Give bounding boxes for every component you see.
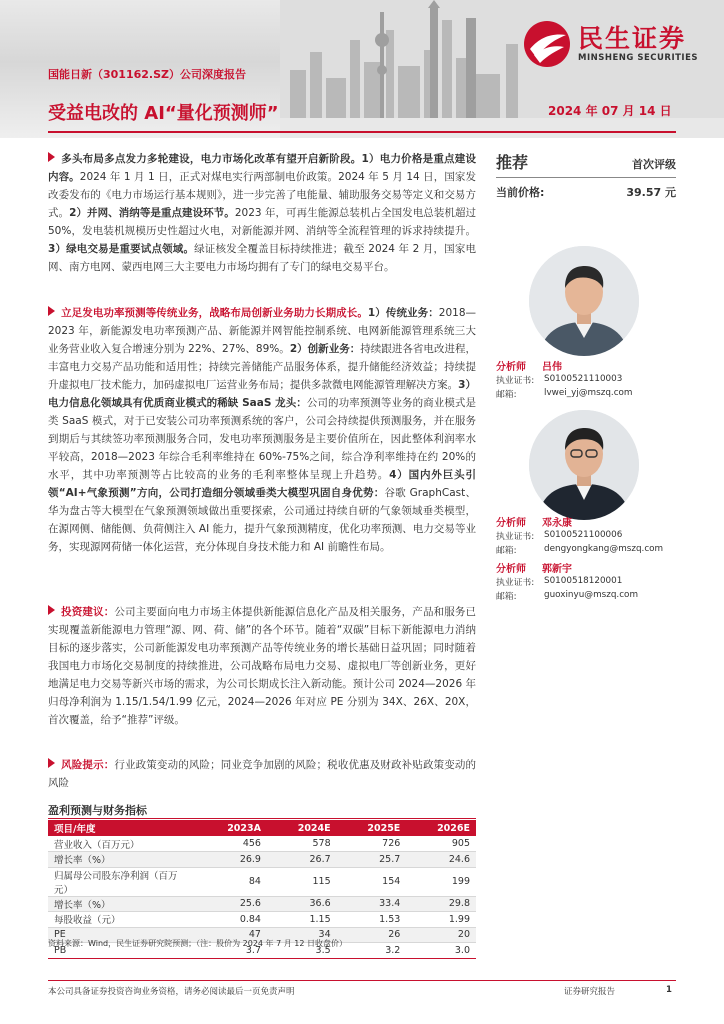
company-logo xyxy=(522,18,712,70)
bullet-text: 绿证核发全覆盖目标持续推进；截至 2024 年 2 月，国家电网、南方电网、蒙西电网三大主要电力市场均拥有了专门的绿电交易平台。 xyxy=(48,243,476,273)
table-cell: 25.6 xyxy=(196,896,267,912)
table-cell: 1.99 xyxy=(406,912,476,928)
table-cell: 578 xyxy=(267,836,337,852)
table-cell: 26.7 xyxy=(267,852,337,868)
table-header-row xyxy=(48,820,476,836)
bullet-heading: 投资建议： xyxy=(61,606,115,618)
analyst-role: 分析师 xyxy=(496,563,526,575)
table-cell: 905 xyxy=(406,836,476,852)
current-price: 39.57 元 xyxy=(626,186,676,199)
table-cell: 20 xyxy=(406,927,476,943)
cert-number: S0100521110003 xyxy=(544,374,623,384)
logo-english-name: MINSHENG SECURITIES xyxy=(578,53,698,63)
analyst-role: 分析师 xyxy=(496,361,526,373)
table-cell: 24.6 xyxy=(406,852,476,868)
table-cell: 115 xyxy=(267,867,337,896)
logo-chinese-name: 民生证券 xyxy=(578,24,687,53)
table-cell: 1.15 xyxy=(267,912,337,928)
table-source-note: 资料来源：Wind，民生证券研究院预测；（注：股价为 2024 年 7 月 12 日收盘价） xyxy=(48,939,347,948)
cert-number: S0100518120001 xyxy=(544,576,623,586)
bullet-subheading: 1）传统业务： xyxy=(367,307,439,319)
table-cell: 33.4 xyxy=(337,896,407,912)
email-label: 邮箱: xyxy=(496,545,517,556)
page-number: 1 xyxy=(666,985,672,995)
table-header-cell: 2025E xyxy=(337,820,407,836)
analyst-photo xyxy=(529,410,639,520)
table-cell: 营业收入（百万元） xyxy=(48,836,196,852)
bullet-subheading: 2）并网、消纳等是重点建设环节。 xyxy=(69,207,235,219)
table-title: 盈利预测与财务指标 xyxy=(48,804,147,817)
bullet-heading: 多头布局多点发力多轮建设，电力市场化改革有望开启新阶段。 xyxy=(61,153,362,165)
bullet-text: 2018—2023 年，新能源发电功率预测产品、新能源并网智能控制系统、电网新能源管理系统三大业务营业收入复合增速分别为 22%、27%、89%。 xyxy=(48,307,477,355)
minsheng-logo-icon xyxy=(522,19,572,69)
analyst-email[interactable]: guoxinyu@mszq.com xyxy=(544,590,639,600)
bullet-subheading: 2）创新业务： xyxy=(289,343,361,355)
analyst-email[interactable]: dengyongkang@mszq.com xyxy=(544,544,664,554)
triangle-bullet-icon xyxy=(48,758,55,768)
price-label: 当前价格: xyxy=(496,186,545,199)
table-row xyxy=(48,867,476,896)
table-cell: 增长率（%） xyxy=(48,896,196,912)
email-label: 邮箱: xyxy=(496,591,517,602)
rating-type: 首次评级 xyxy=(632,158,676,171)
analyst-name: 吕伟 xyxy=(542,361,562,373)
bullet-subheading: 3）电力信息化领域具有优质商业模式的稀缺 SaaS 龙头： xyxy=(48,379,476,409)
bullet-paragraph xyxy=(48,150,476,276)
bullet-heading: 立足发电功率预测等传统业务，战略布局创新业务助力长期成长。 xyxy=(61,307,368,319)
table-cell: 归属母公司股东净利润（百万元） xyxy=(48,867,196,896)
rating-divider xyxy=(496,177,676,178)
table-cell: 0.84 xyxy=(196,912,267,928)
bullet-subheading: 4）国内外巨头引领“AI+气象预测”方向，公司打造细分领域垂类大模型巩固自身优势： xyxy=(48,469,477,499)
analyst-card xyxy=(496,358,686,400)
table-cell: 84 xyxy=(196,867,267,896)
triangle-bullet-icon xyxy=(48,605,55,615)
table-cell: 36.6 xyxy=(267,896,337,912)
table-cell: 26.9 xyxy=(196,852,267,868)
bullet-paragraph xyxy=(48,756,476,792)
cert-label: 执业证书: xyxy=(496,531,535,542)
table-cell: 增长率（%） xyxy=(48,852,196,868)
analyst-name: 郭新宇 xyxy=(542,563,572,575)
bullet-text: 2023 年，可再生能源总装机占全国发电总装机超过 50%，发电装机规模历史性超过火电，对新能源并网、消纳等全流程管理的诉求持续提升。 xyxy=(48,207,477,237)
bullet-text: 公司主要面向电力市场主体提供新能源信息化产品及相关服务，产品和服务已实现覆盖新能源电力管理“源、网、荷、储”的各个环节。随着“双碳”目标下新能源电力消纳目标的逐步落实，公司新能源发电功率预测产品等传统业务的增长基础日益巩固；同时随着我国电力市场化交易制度的持续推进，公司战略布局电力交易、虚拟电厂等创新业务，更好地满足电力交易等新兴市场的需求，为公司长期成长注入新动能。预计公司 2024—2026 年归母净利润为 1.15/1.54/1.99 亿元，2024—2026 年对应 PE 分别为 34X、26X、20X，首次覆盖，给予“推荐”评级。 xyxy=(48,606,477,726)
report-date: 2024 年 07 月 14 日 xyxy=(548,104,672,118)
table-cell: 34 xyxy=(267,927,337,943)
table-row xyxy=(48,912,476,928)
cert-number: S0100521100006 xyxy=(544,530,623,540)
cert-label: 执业证书: xyxy=(496,375,535,386)
table-header-cell: 2024E xyxy=(267,820,337,836)
footer-disclaimer: 本公司具备证券投资咨询业务资格，请务必阅读最后一页免责声明 xyxy=(48,987,295,997)
analyst-role: 分析师 xyxy=(496,517,526,529)
footer-report-type: 证券研究报告 xyxy=(564,987,616,997)
rating-panel xyxy=(496,150,676,200)
report-title: 受益电改的 AI“量化预测师” xyxy=(48,103,279,124)
rating-label: 推荐 xyxy=(496,153,529,172)
bullet-text: 谷歌 GraphCast、华为盘古等大模型在气象预测领域做出重要探索，公司通过持续自研的气象领域垂类模型，在源网侧、储能侧、负荷侧注入 AI 能力，提升气象预测精度，优化功率预测、电力交易等业务，实现源网荷储一体化运营，充分体现自身技术能力和 AI 前瞻性布局。 xyxy=(48,487,476,553)
bullet-paragraph xyxy=(48,603,476,729)
table-cell: 726 xyxy=(337,836,407,852)
table-cell: PB xyxy=(48,943,196,959)
table-cell: 456 xyxy=(196,836,267,852)
table-cell: 199 xyxy=(406,867,476,896)
report-type: 国能日新（301162.SZ）公司深度报告 xyxy=(48,68,246,81)
bullet-text: 行业政策变动的风险；同业竞争加剧的风险；税收优惠及财政补贴政策变动的风险 xyxy=(48,759,477,789)
footer-divider xyxy=(48,980,676,981)
table-cell: 29.8 xyxy=(406,896,476,912)
bullet-paragraph xyxy=(48,304,476,556)
analyst-portrait-icon xyxy=(529,246,639,356)
table-header-cell: 2023A xyxy=(196,820,267,836)
table-cell: 26 xyxy=(337,927,407,943)
table-cell: 25.7 xyxy=(337,852,407,868)
table-cell: 3.7 xyxy=(196,943,267,959)
table-row xyxy=(48,896,476,912)
table-cell: 1.53 xyxy=(337,912,407,928)
analyst-card xyxy=(496,560,686,602)
table-cell: 3.5 xyxy=(267,943,337,959)
bullet-text: 2024 年 1 月 1 日，正式对煤电实行两部制电价政策。2024 年 5 月 14 日，国家发改委发布的《电力市场运行基本规则》，进一步完善了电能量、辅助服务交易等定义和交易方式。 xyxy=(48,171,476,219)
table-title-divider xyxy=(48,818,476,819)
table-cell: PE xyxy=(48,927,196,943)
table-header-cell: 2026E xyxy=(406,820,476,836)
cert-label: 执业证书: xyxy=(496,577,535,588)
table-cell: 47 xyxy=(196,927,267,943)
table-cell: 3.2 xyxy=(337,943,407,959)
analyst-card xyxy=(496,514,686,556)
table-cell: 154 xyxy=(337,867,407,896)
table-row xyxy=(48,836,476,852)
analyst-portrait-icon xyxy=(529,410,639,520)
bullet-heading: 风险提示： xyxy=(61,759,115,771)
analyst-photo xyxy=(529,246,639,356)
bullet-text: 持续跟进各省电改进程，丰富电力交易产品功能和适用性；持续完善储能产品服务体系，提升储能经济效益；持续提升虚拟电厂技术能力，加码虚拟电厂运营业务布局；提供多款微电网能源管理解决方案。 xyxy=(48,343,477,391)
bullet-subheading: 3）绿电交易是重要试点领域。 xyxy=(48,243,195,255)
table-header-cell: 项目/年度 xyxy=(48,820,196,836)
bullet-subheading: 1）电力价格是重点建设内容。 xyxy=(48,153,477,183)
title-divider xyxy=(48,131,676,133)
bullet-text: 公司的功率预测等业务的商业模式是类 SaaS 模式，对于已安装公司功率预测系统的客户，公司会持续提供预测服务，并在服务到期后与其续签功率预测服务合同，发电功率预测服务是主要价值所在，因此整体利润率水平较高，2018—2023 年综合毛利率维持在 60%-75%之间，综合净利率维持在约 20%的水平，其中功率预测等占比较高的业务的毛利率整体呈现上升趋势。 xyxy=(48,397,476,481)
email-label: 邮箱: xyxy=(496,389,517,400)
triangle-bullet-icon xyxy=(48,306,55,316)
table-cell: 3.0 xyxy=(406,943,476,959)
triangle-bullet-icon xyxy=(48,152,55,162)
analyst-name: 邓永康 xyxy=(542,517,572,529)
table-cell: 每股收益（元） xyxy=(48,912,196,928)
analyst-email[interactable]: lvwei_yj@mszq.com xyxy=(544,388,633,398)
table-row xyxy=(48,852,476,868)
